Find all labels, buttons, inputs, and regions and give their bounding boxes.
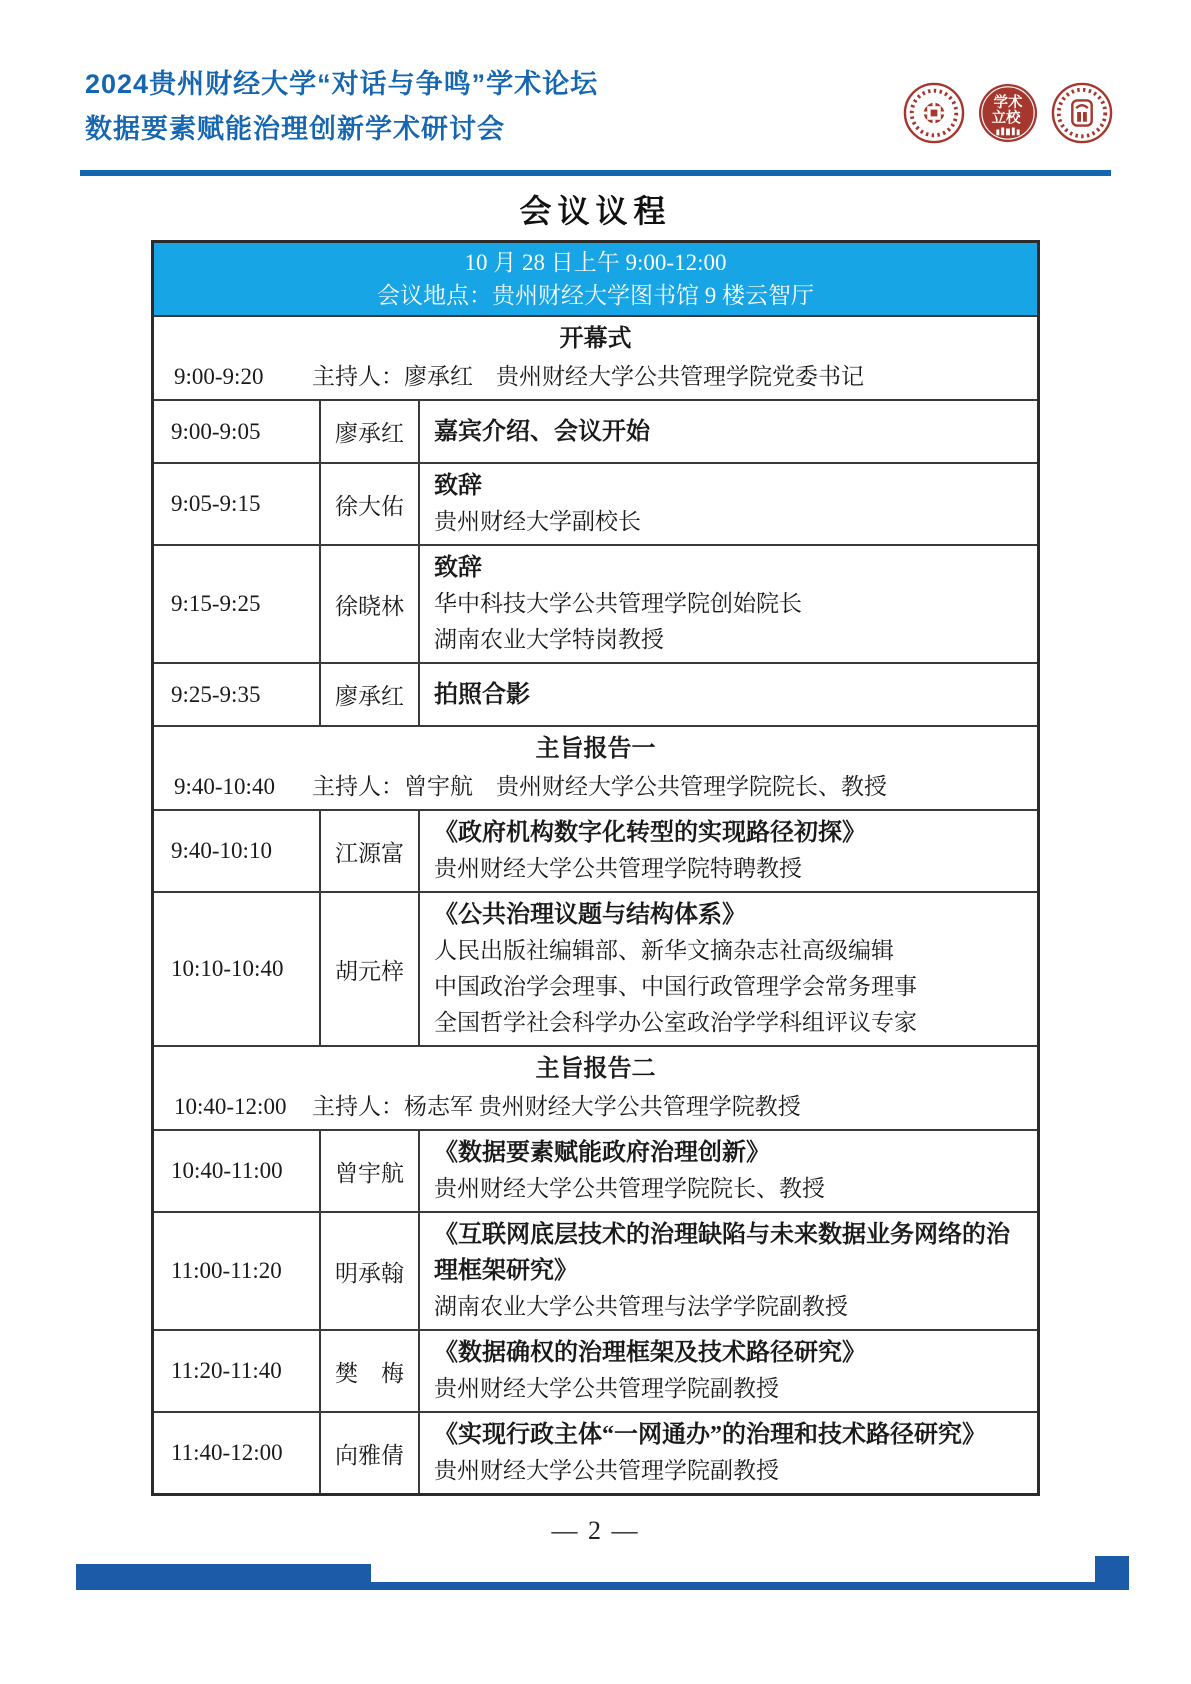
logo-group: [903, 82, 1113, 144]
item-time: 10:40-11:00: [171, 1158, 283, 1183]
speech-lines: [434, 1171, 1023, 1207]
speech-lines: [434, 933, 1023, 1041]
item-time: 11:20-11:40: [171, 1358, 282, 1383]
agenda-section-row: [154, 315, 1037, 399]
masthead-titles: [85, 62, 598, 152]
agenda-section-row: [154, 725, 1037, 809]
speech-lines: [434, 851, 1023, 887]
agenda-item-row: [154, 662, 1037, 725]
speech-affiliation: 华中科技大学公共管理学院创始院长: [434, 591, 802, 616]
section-time: 9:00-9:20: [174, 364, 264, 389]
agenda-item-row: [154, 462, 1037, 544]
section-host: 主持人：廖承红 贵州财经大学公共管理学院党委书记: [312, 364, 864, 389]
footer-bar-left: [76, 1564, 371, 1590]
seal-text-bottom: 立校: [991, 110, 1021, 127]
speech-lines: [434, 1453, 1023, 1489]
section-host: 主持人：杨志军 贵州财经大学公共管理学院教授: [312, 1094, 801, 1119]
speech-lines: [434, 586, 1023, 658]
item-content: [420, 1413, 1037, 1493]
agenda-item-row: [154, 544, 1037, 662]
item-content: [420, 1213, 1037, 1329]
speech-affiliation: 湖南农业大学公共管理与法学学院副教授: [434, 1294, 848, 1319]
item-time: 9:25-9:35: [171, 681, 261, 707]
speech-lines: [434, 504, 1023, 540]
item-speaker: 明承翰: [319, 1213, 420, 1329]
item-content: [420, 464, 1037, 544]
speech-affiliation: 贵州财经大学公共管理学院副教授: [434, 1376, 779, 1401]
speech-title: 致辞: [434, 555, 482, 581]
section-host: 主持人：曾宇航 贵州财经大学公共管理学院院长、教授: [312, 774, 887, 799]
footer-bar-thin: [371, 1582, 1129, 1590]
speech-title: 《公共治理议题与结构体系》: [434, 902, 746, 928]
speech-title: 嘉宾介绍、会议开始: [434, 418, 650, 445]
item-content: [420, 546, 1037, 662]
item-time: 11:40-12:00: [171, 1440, 283, 1465]
item-time: 9:15-9:25: [171, 591, 261, 616]
forum-title: 2024贵州财经大学“对话与争鸣”学术论坛: [85, 69, 599, 99]
agenda-item-row: [154, 1211, 1037, 1329]
session-datetime: 10 月 28 日上午 9:00-12:00: [464, 250, 727, 275]
speech-title: 《政府机构数字化转型的实现路径初探》: [434, 820, 866, 846]
agenda-section-row: [154, 1045, 1037, 1129]
header-divider: [80, 170, 1111, 176]
university-seal-icon: [903, 82, 965, 144]
speech-lines: [434, 1289, 1023, 1325]
section-title: 主旨报告一: [535, 736, 656, 762]
section-title: 主旨报告二: [535, 1056, 656, 1082]
speech-title: 《数据要素赋能政府治理创新》: [434, 1140, 770, 1166]
speech-affiliation: 贵州财经大学公共管理学院特聘教授: [434, 856, 802, 881]
speech-title: 致辞: [434, 473, 482, 499]
item-content: [420, 1331, 1037, 1411]
speech-affiliation: 湖南农业大学特岗教授: [434, 627, 664, 652]
speech-affiliation: 中国政治学会理事、中国行政管理学会常务理事: [434, 974, 917, 999]
section-time: 10:40-12:00: [174, 1094, 287, 1119]
item-speaker: 廖承红: [319, 401, 420, 462]
section-host-line: [162, 358, 1029, 395]
section-host-line: [162, 768, 1029, 805]
item-content: [420, 401, 1037, 462]
item-time: 9:00-9:05: [171, 418, 261, 444]
page-number: — 2 —: [551, 1516, 640, 1545]
agenda-table: [151, 240, 1040, 1496]
college-seal-icon: [1051, 82, 1113, 144]
speech-title: 《互联网底层技术的治理缺陷与未来数据业务网络的治理框架研究》: [434, 1222, 1010, 1284]
section-time: 9:40-10:40: [174, 774, 275, 799]
speech-affiliation: 全国哲学社会科学办公室政治学学科组评议专家: [434, 1010, 917, 1035]
item-speaker: 曾宇航: [319, 1131, 420, 1211]
agenda-item-row: [154, 1329, 1037, 1411]
speech-lines: [434, 1371, 1023, 1407]
agenda-table-header: [154, 243, 1037, 315]
speech-affiliation: 贵州财经大学公共管理学院副教授: [434, 1458, 779, 1483]
item-speaker: 胡元梓: [319, 893, 420, 1045]
page-title: 会议议程: [519, 193, 672, 229]
seal-text-top: 学术: [993, 95, 1023, 112]
item-time: 9:40-10:10: [171, 838, 272, 863]
speech-affiliation: 人民出版社编辑部、新华文摘杂志社高级编辑: [434, 938, 894, 963]
speech-affiliation: 贵州财经大学公共管理学院院长、教授: [434, 1176, 825, 1201]
item-content: [420, 811, 1037, 891]
item-time: 9:05-9:15: [171, 491, 261, 516]
agenda-item-row: [154, 891, 1037, 1045]
item-content: [420, 893, 1037, 1045]
item-content: [420, 1131, 1037, 1211]
agenda-item-row: [154, 1411, 1037, 1493]
speech-title: 《实现行政主体“一网通办”的治理和技术路径研究》: [434, 1422, 986, 1448]
session-location: 会议地点：贵州财经大学图书馆 9 楼云智厅: [377, 283, 814, 308]
seminar-title: 数据要素赋能治理创新学术研讨会: [85, 114, 505, 144]
item-speaker: 江源富: [319, 811, 420, 891]
agenda-rows: [154, 315, 1037, 1493]
agenda-item-row: [154, 399, 1037, 462]
agenda-item-row: [154, 809, 1037, 891]
document-header: [85, 62, 1113, 152]
item-time: 11:00-11:20: [171, 1258, 282, 1283]
footer-bar-block: [1095, 1556, 1129, 1590]
speech-title: 《数据确权的治理框架及技术路径研究》: [434, 1340, 866, 1366]
item-speaker: 廖承红: [319, 664, 420, 725]
xueshu-lixiao-seal-icon: [977, 82, 1039, 144]
section-title: 开幕式: [559, 326, 632, 352]
speech-title: 拍照合影: [434, 681, 530, 708]
item-speaker: 徐晓林: [319, 546, 420, 662]
agenda-item-row: [154, 1129, 1037, 1211]
item-speaker: 徐大佑: [319, 464, 420, 544]
footer-decoration: [76, 1556, 1129, 1590]
item-speaker: 向雅倩: [319, 1413, 420, 1493]
item-time: 10:10-10:40: [171, 956, 284, 981]
item-speaker: 樊 梅: [319, 1331, 420, 1411]
section-host-line: [162, 1088, 1029, 1125]
item-content: [420, 664, 1037, 725]
speech-affiliation: 贵州财经大学副校长: [434, 509, 641, 534]
